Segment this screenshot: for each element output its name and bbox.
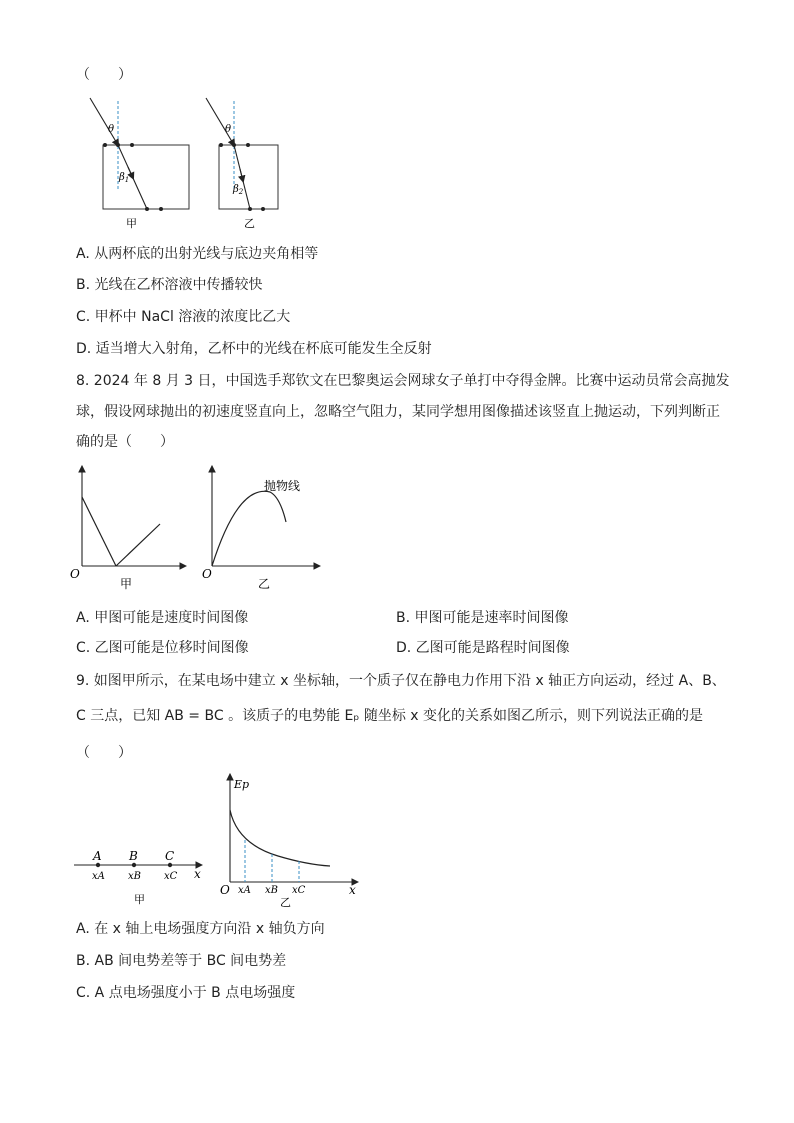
axis-label: x	[194, 867, 201, 881]
q9-stem-line-1: 9. 如图甲所示，在某电场中建立 x 坐标轴，一个质子仅在静电力作用下沿 x 轴正方向运动，经过 A、B、	[76, 673, 726, 689]
q8-option-b: B. 甲图可能是速率时间图像	[396, 610, 569, 626]
figure-caption: 乙	[258, 577, 271, 591]
tick-label: xA	[238, 885, 251, 896]
theta-label: θ	[108, 124, 115, 135]
q9-stem-line-2: C 三点，已知 AB = BC 。该质子的电势能 Eₚ 随坐标 x 变化的关系如图乙所示，则下列说法正确的是	[76, 708, 703, 724]
svg-text:β1	[118, 172, 129, 184]
point-label: C	[165, 849, 175, 863]
origin-label: O	[220, 883, 230, 897]
beta-subscript: 1	[124, 176, 130, 184]
q7-answer-paren: （ ）	[76, 67, 132, 83]
beta-label: β	[233, 184, 239, 195]
coord-label: xC	[164, 871, 178, 882]
origin-label: O	[70, 567, 80, 581]
q9-figure-yi	[218, 770, 363, 910]
q7-option-c: C. 甲杯中 NaCl 溶液的浓度比乙大	[76, 309, 291, 325]
figure-caption: 乙	[244, 217, 255, 230]
x-axis-label: x	[349, 883, 356, 897]
figure-caption: 甲	[120, 577, 133, 591]
point-label: A	[93, 849, 102, 863]
origin-label: O	[202, 567, 212, 581]
theta-label: θ	[225, 124, 232, 135]
q8-option-d: D. 乙图可能是路程时间图像	[396, 640, 570, 656]
figure-caption: 甲	[134, 893, 145, 906]
beta-subscript: 2	[238, 188, 244, 196]
q9-answer-paren: （ ）	[76, 745, 132, 761]
coord-label: xA	[92, 871, 105, 882]
q7-option-d: D. 适当增大入射角，乙杯中的光线在杯底可能发生全反射	[76, 341, 432, 357]
curve-label: 抛物线	[264, 479, 301, 493]
q8-option-c: C. 乙图可能是位移时间图像	[76, 640, 249, 656]
q9-option-c: C. A 点电场强度小于 B 点电场强度	[76, 985, 296, 1001]
tick-label: xB	[265, 885, 278, 896]
beta-label: β	[119, 172, 125, 183]
q9-figure-jia	[72, 845, 212, 907]
tick-label: xC	[292, 885, 306, 896]
q8-stem-line-2: 球，假设网球抛出的初速度竖直向上，忽略空气阻力，某同学想用图像描述该竖直上抛运动，下列判断正	[76, 404, 720, 420]
q9-option-a: A. 在 x 轴上电场强度方向沿 x 轴负方向	[76, 921, 325, 937]
svg-text:β2	[232, 184, 244, 196]
q8-stem-line-1: 8. 2024 年 8 月 3 日，中国选手郑钦文在巴黎奥运会网球女子单打中夺得金牌。比赛中运动员常会高抛发	[76, 373, 730, 389]
q8-figure-jia	[66, 462, 191, 592]
q7-figure-yi	[206, 98, 316, 232]
q9-option-b: B. AB 间电势差等于 BC 间电势差	[76, 953, 287, 969]
q7-figure-jia	[90, 98, 200, 232]
q8-option-a: A. 甲图可能是速度时间图像	[76, 610, 249, 626]
y-axis-label: Ep	[234, 778, 250, 791]
coord-label: xB	[128, 871, 141, 882]
q8-stem-line-3: 确的是（ ）	[76, 434, 174, 450]
q7-option-a: A. 从两杯底的出射光线与底边夹角相等	[76, 246, 319, 262]
q7-option-b: B. 光线在乙杯溶液中传播较快	[76, 277, 263, 293]
figure-caption: 甲	[126, 217, 137, 230]
figure-caption: 乙	[280, 896, 291, 909]
point-label: B	[129, 849, 138, 863]
q8-figure-yi	[200, 462, 325, 592]
